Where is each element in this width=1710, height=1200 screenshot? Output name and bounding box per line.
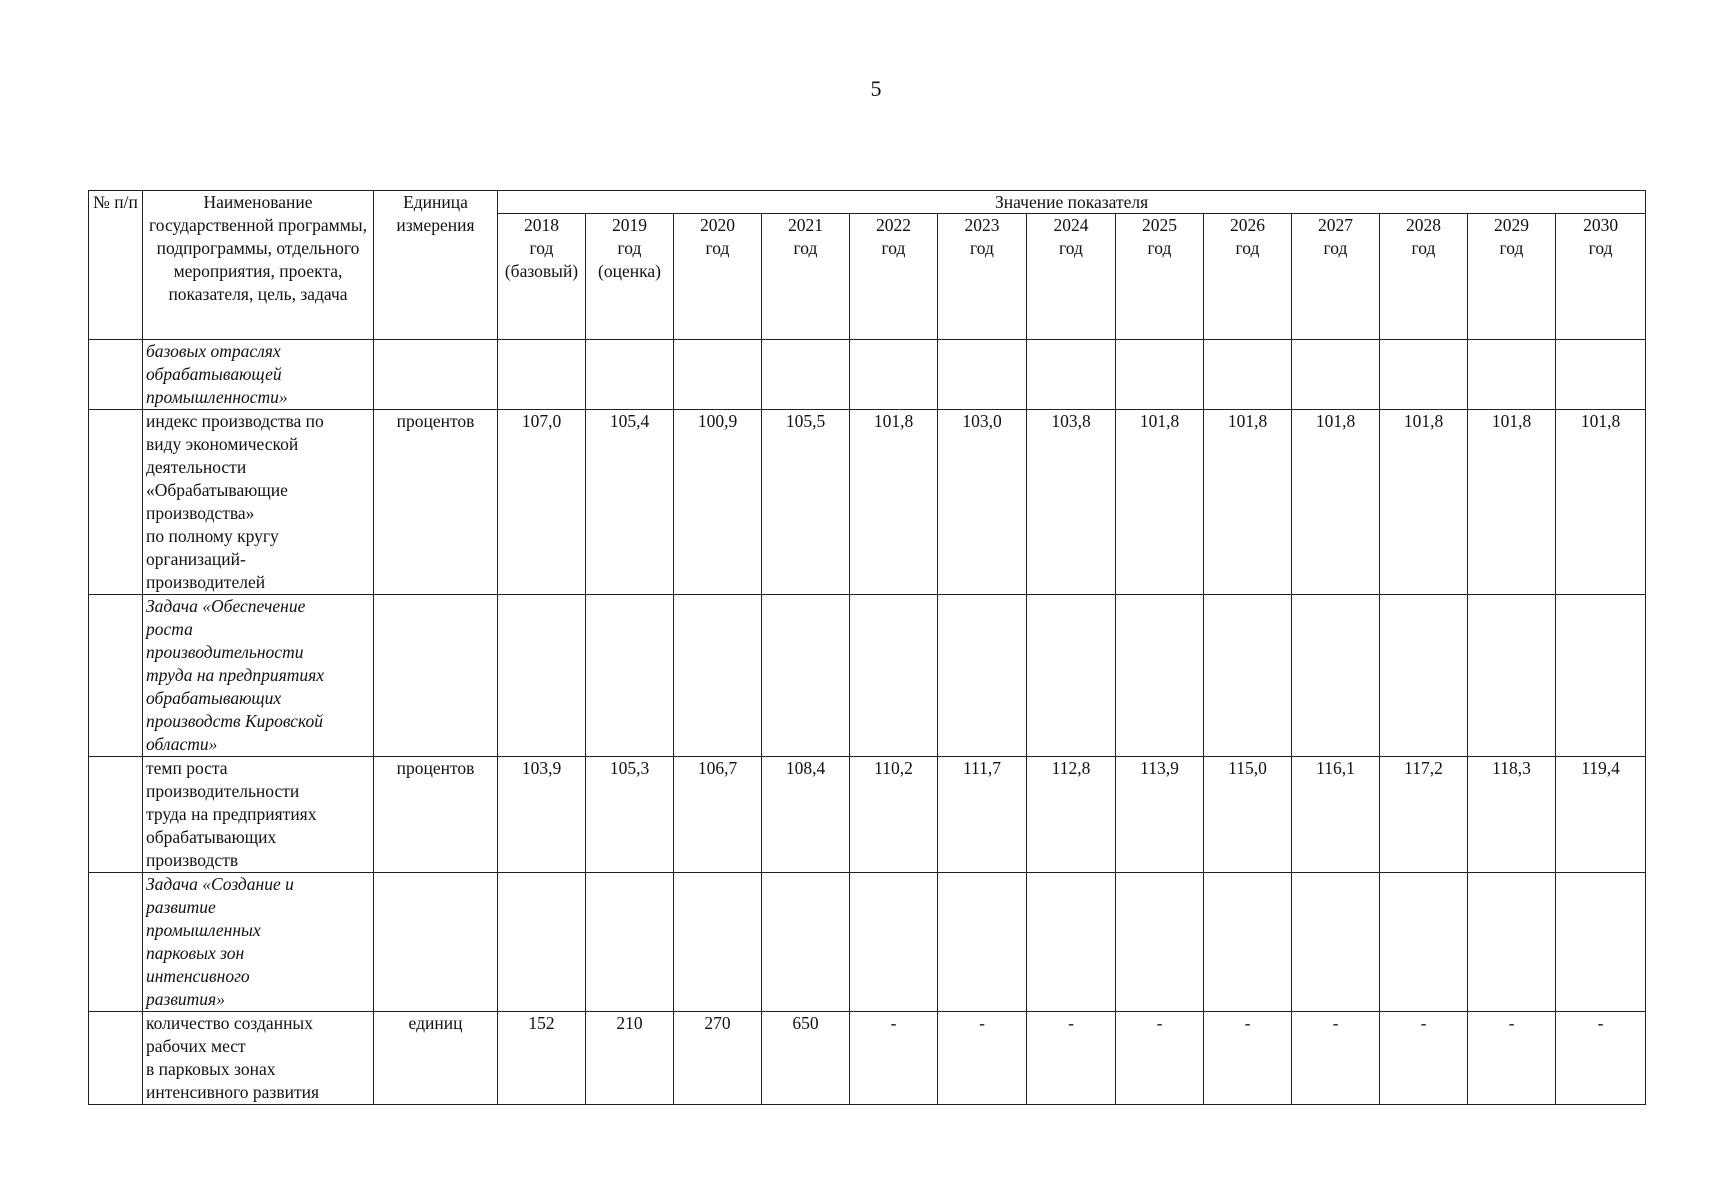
indicator-value: 152: [528, 1013, 555, 1033]
indicator-value: 103,9: [521, 758, 562, 778]
indicator-name: [143, 1012, 374, 1105]
value-cell: [762, 410, 850, 595]
year-note: (оценка): [598, 261, 661, 281]
value-cell: [1116, 595, 1204, 757]
table-header: [89, 191, 1646, 340]
value-cell: [1468, 873, 1556, 1012]
header-year-2022: [850, 214, 938, 340]
value-cell: [1556, 873, 1646, 1012]
task-name: [143, 873, 374, 1012]
header-year-2023: [938, 214, 1027, 340]
unit-value: единиц: [408, 1013, 463, 1033]
indicator-value: -: [979, 1013, 985, 1033]
indicator-value: 101,8: [1403, 411, 1444, 431]
task-row: [89, 595, 1646, 757]
name-line: области»: [146, 734, 218, 754]
year-suffix: год: [793, 238, 818, 258]
indicator-value: 103,0: [962, 411, 1002, 431]
value-cell: [1292, 757, 1380, 873]
value-cell: [1556, 340, 1646, 410]
indicator-value: 110,2: [874, 758, 913, 778]
indicator-value: 101,8: [1580, 411, 1621, 431]
name-line: производителей: [146, 572, 266, 592]
name-line: промышленности»: [146, 387, 288, 407]
task-name: [143, 595, 374, 757]
name-line: парковых зон: [146, 943, 245, 963]
indicator-value: 100,9: [697, 411, 738, 431]
name-line: по полному кругу: [146, 526, 279, 546]
value-cell: [1468, 1012, 1556, 1105]
year-label: 2022: [876, 215, 911, 235]
value-cell: [1380, 757, 1468, 873]
year-suffix: год: [1059, 238, 1083, 258]
value-cell: [762, 1012, 850, 1105]
header-year-2018: [498, 214, 586, 340]
indicator-value: 112,8: [1051, 758, 1091, 778]
value-cell: [498, 340, 586, 410]
value-cell: [498, 595, 586, 757]
name-line: труда на предприятиях: [146, 804, 317, 824]
indicator-value: 101,8: [873, 411, 914, 431]
indicator-value: 105,4: [609, 411, 650, 431]
year-label: 2020: [700, 215, 735, 235]
year-suffix: год: [1588, 238, 1613, 258]
year-label: 2025: [1142, 215, 1177, 235]
unit-cell: [374, 873, 498, 1012]
year-suffix: год: [617, 238, 642, 258]
indicator-value: -: [1156, 1013, 1163, 1033]
value-cell: [762, 873, 850, 1012]
value-cell: [762, 757, 850, 873]
value-cell: [850, 410, 938, 595]
indicators-table: [88, 190, 1646, 1105]
value-cell: [850, 1012, 938, 1105]
row-number-cell: [89, 410, 143, 595]
header-number: № п/п: [89, 191, 143, 340]
indicator-value: 650: [792, 1013, 819, 1033]
indicator-value: 113,9: [1140, 758, 1179, 778]
indicator-value: -: [1420, 1013, 1427, 1033]
indicator-value: 210: [616, 1013, 643, 1033]
year-label: 2027: [1318, 215, 1353, 235]
name-line: развитие: [146, 897, 216, 917]
year-label: 2026: [1230, 215, 1265, 235]
value-cell: [762, 340, 850, 410]
year-suffix: год: [1499, 238, 1524, 258]
name-line: обрабатывающих: [146, 688, 282, 708]
unit-cell: [374, 757, 498, 873]
value-cell: [1116, 873, 1204, 1012]
unit-cell: [374, 410, 498, 595]
name-line: количество созданных: [146, 1013, 313, 1033]
value-cell: [1204, 873, 1292, 1012]
indicator-name: [143, 410, 374, 595]
value-cell: [674, 340, 762, 410]
value-cell: [586, 340, 674, 410]
name-line: производительности: [146, 781, 300, 801]
value-cell: [674, 873, 762, 1012]
value-cell: [1116, 757, 1204, 873]
name-line: деятельности: [146, 457, 247, 477]
indicator-value: -: [1068, 1013, 1074, 1033]
indicator-value: 103,8: [1051, 411, 1091, 431]
indicator-value: 116,1: [1316, 758, 1355, 778]
task-row: [89, 873, 1646, 1012]
row-number-cell: [89, 340, 143, 410]
name-line: индекс производства по: [146, 411, 324, 431]
year-suffix: год: [1235, 238, 1260, 258]
header-year-2019: [586, 214, 674, 340]
indicator-row: [89, 410, 1646, 595]
header-unit: Единица измерения: [374, 191, 498, 340]
value-cell: [1027, 1012, 1116, 1105]
value-cell: [1556, 757, 1646, 873]
indicator-value: -: [1244, 1013, 1251, 1033]
indicator-value: 118,3: [1492, 758, 1531, 778]
name-line: обрабатывающих: [146, 827, 277, 847]
name-line: обрабатывающей: [146, 364, 282, 384]
year-label: 2021: [788, 215, 823, 235]
value-cell: [938, 1012, 1027, 1105]
table-body: [89, 340, 1646, 1105]
year-label: 2024: [1053, 215, 1089, 235]
name-line: «Обрабатывающие: [146, 480, 288, 500]
name-line: роста: [146, 619, 193, 639]
value-cell: [586, 410, 674, 595]
value-cell: [1292, 873, 1380, 1012]
row-number-cell: [89, 757, 143, 873]
name-line: рабочих мест: [146, 1036, 246, 1056]
header-year-2028: [1380, 214, 1468, 340]
name-line: интенсивного развития: [146, 1082, 320, 1102]
unit-cell: [374, 340, 498, 410]
name-line: виду экономической: [146, 434, 299, 454]
task-name: [143, 340, 374, 410]
value-cell: [1116, 340, 1204, 410]
value-cell: [1027, 873, 1116, 1012]
row-number-cell: [89, 873, 143, 1012]
value-cell: [586, 757, 674, 873]
year-label: 2029: [1494, 215, 1529, 235]
value-cell: [1204, 757, 1292, 873]
header-year-2020: [674, 214, 762, 340]
indicator-value: 105,3: [609, 758, 650, 778]
value-cell: [1468, 595, 1556, 757]
value-cell: [1292, 340, 1380, 410]
indicator-value: -: [1508, 1013, 1515, 1033]
year-label: 2018: [524, 215, 559, 235]
value-cell: [1292, 1012, 1380, 1105]
name-line: темп роста: [146, 758, 228, 778]
indicator-value: 105,5: [785, 411, 826, 431]
indicator-value: 101,8: [1227, 411, 1268, 431]
unit-value: процентов: [396, 758, 475, 778]
indicator-value: 270: [704, 1013, 731, 1033]
value-cell: [1204, 595, 1292, 757]
value-cell: [1556, 410, 1646, 595]
indicator-value: 111,7: [962, 758, 1002, 778]
value-cell: [938, 340, 1027, 410]
name-line: организаций-: [146, 549, 246, 569]
name-line: развития»: [146, 989, 225, 1009]
header-year-2029: [1468, 214, 1556, 340]
value-cell: [1556, 1012, 1646, 1105]
value-cell: [850, 595, 938, 757]
value-cell: [1380, 340, 1468, 410]
header-year-2026: [1204, 214, 1292, 340]
value-cell: [938, 757, 1027, 873]
value-cell: [1468, 340, 1556, 410]
indicator-value: 115,0: [1228, 758, 1267, 778]
indicator-value: 117,2: [1404, 758, 1443, 778]
value-cell: [1468, 410, 1556, 595]
value-cell: [674, 757, 762, 873]
row-number-cell: [89, 595, 143, 757]
unit-cell: [374, 1012, 498, 1105]
header-year-2024: [1027, 214, 1116, 340]
year-label: 2019: [612, 215, 647, 235]
value-cell: [1292, 410, 1380, 595]
name-line: в парковых зонах: [146, 1059, 276, 1079]
year-label: 2030: [1583, 215, 1619, 235]
name-line: производительности: [146, 642, 304, 662]
value-cell: [1027, 595, 1116, 757]
indicator-row: [89, 1012, 1646, 1105]
value-cell: [1380, 1012, 1468, 1105]
header-name: Наименование государственной программы, подпрограммы, отдельного мероприятия, проекта, показателя, цель, задача: [143, 191, 374, 340]
value-cell: [1116, 410, 1204, 595]
indicator-value: -: [890, 1013, 897, 1033]
value-cell: [1380, 873, 1468, 1012]
value-cell: [850, 757, 938, 873]
value-cell: [938, 595, 1027, 757]
value-cell: [1027, 757, 1116, 873]
name-line: труда на предприятиях: [146, 665, 325, 685]
year-suffix: год: [881, 238, 906, 258]
value-cell: [1116, 1012, 1204, 1105]
header-year-2025: [1116, 214, 1204, 340]
unit-cell: [374, 595, 498, 757]
value-cell: [1204, 410, 1292, 595]
indicator-value: 119,4: [1581, 758, 1620, 778]
indicator-value: 101,8: [1491, 411, 1532, 431]
value-cell: [1556, 595, 1646, 757]
header-indicator-value: Значение показателя: [498, 191, 1646, 214]
indicator-name: [143, 757, 374, 873]
value-cell: [586, 1012, 674, 1105]
name-line: производства»: [146, 503, 255, 523]
value-cell: [586, 873, 674, 1012]
value-cell: [498, 873, 586, 1012]
page-number: 5: [870, 76, 882, 101]
year-note: (базовый): [504, 261, 579, 281]
value-cell: [586, 595, 674, 757]
task-row: [89, 340, 1646, 410]
header-year-2027: [1292, 214, 1380, 340]
year-suffix: год: [1323, 238, 1348, 258]
name-line: производств: [146, 850, 239, 870]
year-suffix: год: [970, 238, 994, 258]
year-suffix: год: [529, 238, 554, 258]
year-label: 2028: [1406, 215, 1441, 235]
value-cell: [850, 873, 938, 1012]
value-cell: [762, 595, 850, 757]
value-cell: [850, 340, 938, 410]
unit-value: процентов: [396, 411, 475, 431]
value-cell: [1204, 340, 1292, 410]
value-cell: [1292, 595, 1380, 757]
name-line: производств Кировской: [146, 711, 323, 731]
name-line: Задача «Обеспечение: [146, 596, 306, 616]
value-cell: [1027, 410, 1116, 595]
indicator-value: -: [1597, 1013, 1604, 1033]
value-cell: [498, 757, 586, 873]
value-cell: [674, 595, 762, 757]
row-number-cell: [89, 1012, 143, 1105]
value-cell: [498, 1012, 586, 1105]
name-line: Задача «Создание и: [146, 874, 294, 894]
name-line: базовых отраслях: [146, 341, 281, 361]
name-line: промышленных: [146, 920, 261, 940]
value-cell: [1380, 595, 1468, 757]
indicator-value: 101,8: [1315, 411, 1356, 431]
header-year-2021: [762, 214, 850, 340]
value-cell: [1027, 340, 1116, 410]
year-suffix: год: [705, 238, 730, 258]
value-cell: [1468, 757, 1556, 873]
value-cell: [1204, 1012, 1292, 1105]
indicator-value: 106,7: [697, 758, 738, 778]
year-suffix: год: [1147, 238, 1172, 258]
value-cell: [674, 1012, 762, 1105]
indicator-value: 108,4: [785, 758, 826, 778]
value-cell: [1380, 410, 1468, 595]
value-cell: [938, 873, 1027, 1012]
value-cell: [938, 410, 1027, 595]
year-label: 2023: [964, 215, 1000, 235]
year-suffix: год: [1411, 238, 1436, 258]
value-cell: [498, 410, 586, 595]
indicator-row: [89, 757, 1646, 873]
indicator-value: 101,8: [1139, 411, 1180, 431]
indicator-value: -: [1332, 1013, 1339, 1033]
header-year-2030: [1556, 214, 1646, 340]
value-cell: [674, 410, 762, 595]
indicator-value: 107,0: [521, 411, 562, 431]
name-line: интенсивного: [146, 966, 250, 986]
